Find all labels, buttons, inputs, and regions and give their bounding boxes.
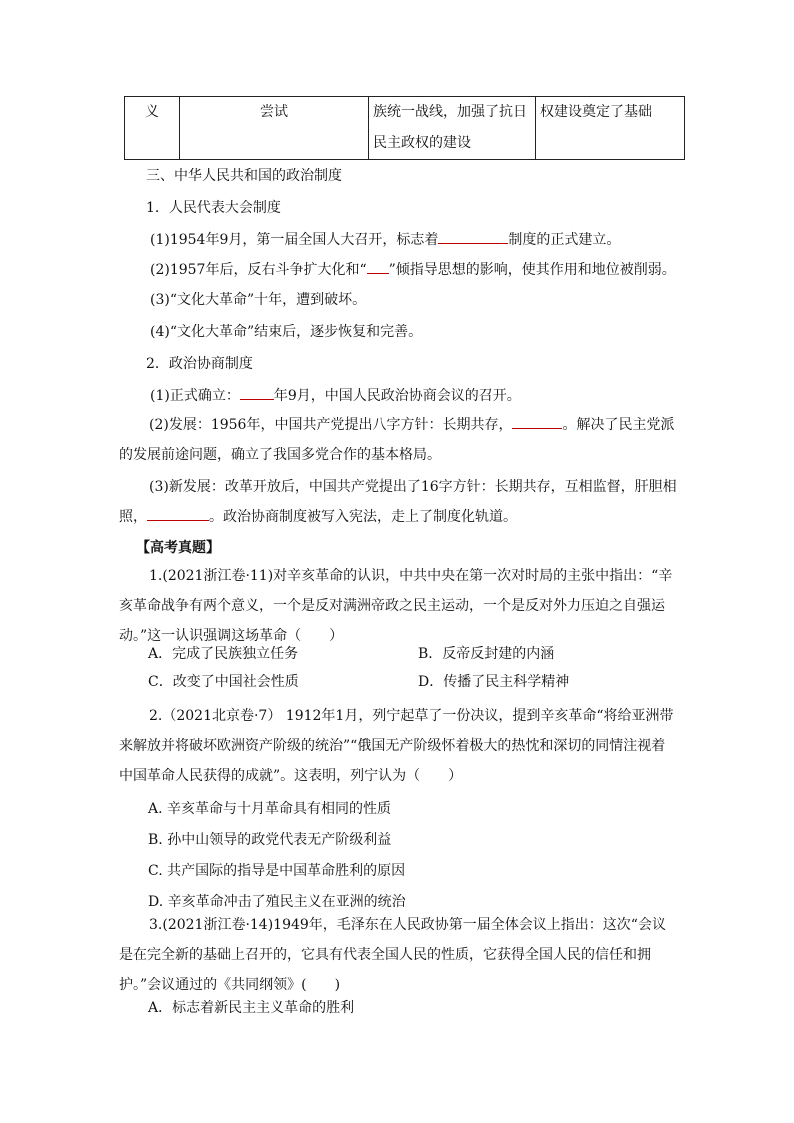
table-row <box>125 97 685 160</box>
subsection-title: 1．人民代表大会制度 <box>146 200 281 216</box>
option-c[interactable]: C. 共产国际的指导是中国革命胜利的原因 <box>148 863 406 879</box>
list-item: (4)“文化大革命”结束后，逐步恢复和完善。 <box>150 324 423 340</box>
exam-heading: 【高考真题】 <box>136 540 220 556</box>
option-b[interactable]: B. 孙中山领导的政党代表无产阶级利益 <box>148 832 392 848</box>
item-text: (1)1954年9月，第一届全国人大召开，标志着 <box>150 232 439 248</box>
option-a[interactable]: A．标志着新民主主义革命的胜利 <box>148 1000 355 1016</box>
answer-blank[interactable] <box>240 385 274 400</box>
item-text: ”倾指导思想的影响，使其作用和地位被削弱。 <box>388 262 676 278</box>
answer-blank[interactable] <box>438 229 508 244</box>
fill-in-paragraph <box>119 410 679 470</box>
subsection-title: 2．政治协商制度 <box>146 356 253 372</box>
comparison-table <box>124 96 685 160</box>
question-stem: 3.(2021浙江卷·14)1949年，毛泽东在人民政协第一届全体会议上指出：这次“会议是在完全新的基础上召开的，它具有代表全国人民的性质，它获得全国人民的信任和拥护。”会议通过的《共同纲领》( ) <box>119 917 666 993</box>
item-text: 年9月，中国人民政治协商会议的召开。 <box>273 388 521 404</box>
item-text: 。政治协商制度被写入宪法，走上了制度化轨道。 <box>209 509 517 525</box>
fill-in-item <box>150 229 620 250</box>
answer-blank[interactable] <box>147 506 209 521</box>
fill-in-paragraph <box>119 472 679 532</box>
fill-in-item <box>150 259 676 280</box>
item-text: (3)新发展：改革开放后，中国共产党提出了16字方针：长期共存，互相监督，肝胆相照， <box>119 479 677 525</box>
option-b[interactable]: B．反帝反封建的内涵 <box>418 646 555 662</box>
answer-blank[interactable] <box>512 414 562 429</box>
fill-in-item <box>150 385 521 406</box>
table-cell: 族统一战线，加强了抗日民主政权的建设 <box>369 97 536 160</box>
table-cell: 权建设奠定了基础 <box>536 97 685 160</box>
question-stem: 1.(2021浙江卷·11)对辛亥革命的认识，中共中央在第一次对时局的主张中指出：“辛亥革命战争有两个意义，一个是反对满洲帝政之民主运动，一个是反对外力压迫之自强运动。”这一认识强调这场革命（ ） <box>119 568 673 644</box>
item-text: 。解决了民主党派的发展前途问题，确立了我国多党合作的基本格局。 <box>119 417 675 463</box>
item-text: (1)正式确立： <box>150 388 240 404</box>
option-a[interactable]: A．完成了民族独立任务 <box>148 646 299 662</box>
answer-blank[interactable] <box>367 259 389 274</box>
item-text: (2)发展：1956年，中国共产党提出八字方针：长期共存， <box>149 417 513 433</box>
table-cell: 尝试 <box>180 97 369 160</box>
option-d[interactable]: D．传播了民主科学精神 <box>418 674 570 690</box>
option-d[interactable]: D. 辛亥革命冲击了殖民主义在亚洲的统治 <box>148 894 406 910</box>
item-text: (2)1957年后，反右斗争扩大化和“ <box>150 262 367 278</box>
section-title: 三、中华人民共和国的政治制度 <box>146 168 342 184</box>
item-text: 制度的正式建立。 <box>508 232 621 248</box>
option-a[interactable]: A. 辛亥革命与十月革命具有相同的性质 <box>148 801 392 817</box>
list-item: (3)“文化大革命”十年，遭到破坏。 <box>150 292 367 308</box>
option-c[interactable]: C．改变了中国社会性质 <box>148 674 299 690</box>
question-stem: 2.（2021北京卷·7） 1912年1月，列宁起草了一份决议，提到辛亥革命“将给亚洲带来解放并将破坏欧洲资产阶级的统治”“俄国无产阶级怀着极大的热忱和深切的同情注视着中国革命人民获得的成就”。这表明，列宁认为（ ） <box>119 708 674 784</box>
table-cell: 义 <box>125 97 180 160</box>
